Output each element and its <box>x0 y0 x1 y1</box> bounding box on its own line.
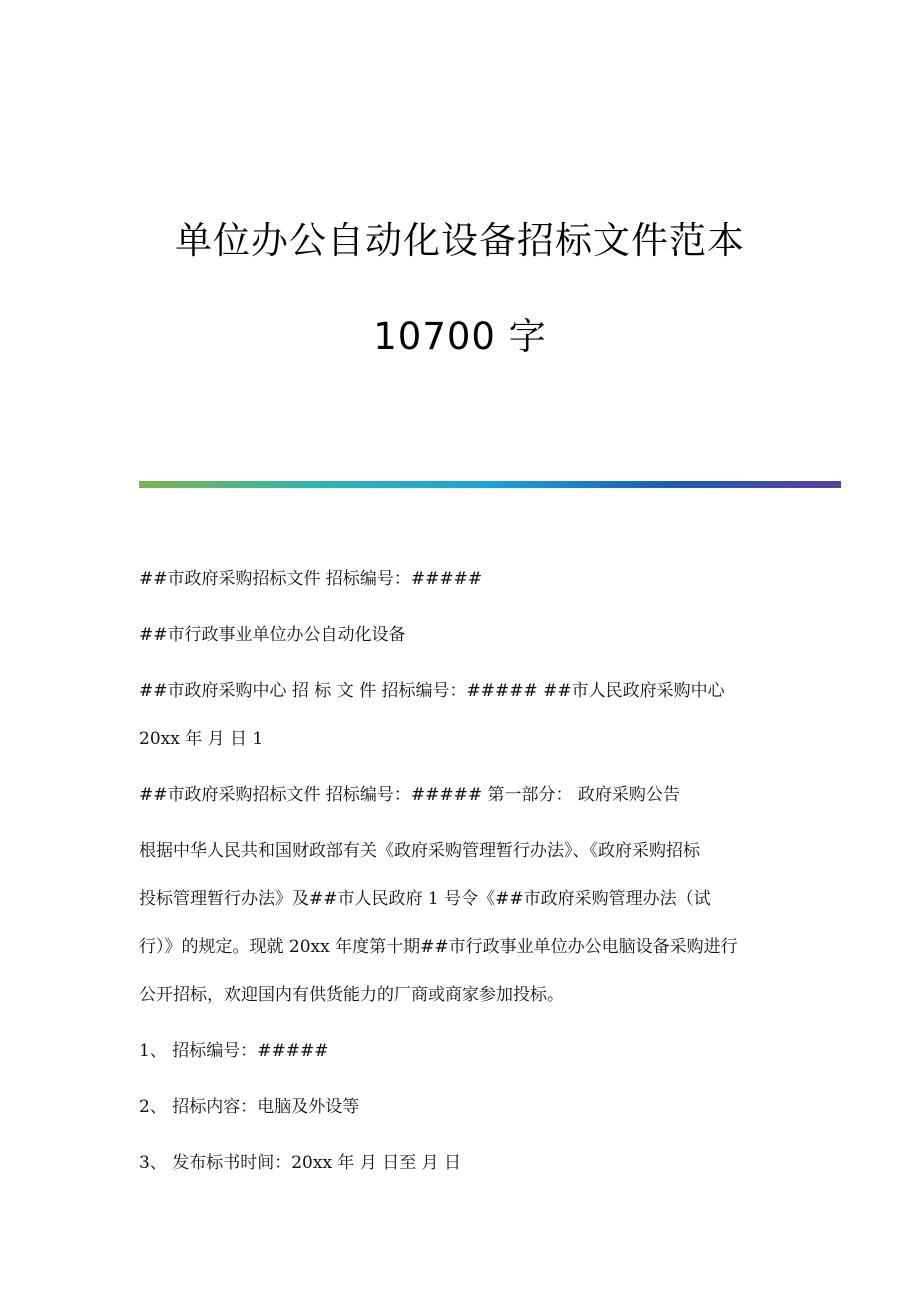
list-item-bid-content: 2、 招标内容：电脑及外设等 <box>139 1097 360 1117</box>
paragraph-line-4: 公开招标，欢迎国内有供货能力的厂商或商家参加投标。 <box>139 985 564 1005</box>
text-line-date: 20xx 年 月 日 1 <box>139 729 264 749</box>
paragraph-line-2: 投标管理暂行办法》及##市人民政府 1 号令《##市政府采购管理办法（试 <box>139 889 711 909</box>
list-item-bid-number: 1、 招标编号：##### <box>139 1041 329 1061</box>
paragraph-line-1: 根据中华人民共和国财政部有关《政府采购管理暂行办法》、《政府采购招标 <box>139 841 700 861</box>
text-line-part-one: ##市政府采购招标文件 招标编号：##### 第一部分： 政府采购公告 <box>139 785 680 805</box>
text-line-bid-file-header: ##市政府采购招标文件 招标编号：##### <box>139 569 483 589</box>
paragraph-line-3: 行）》的规定。现就 20xx 年度第十期##市行政事业单位办公电脑设备采购进行 <box>139 937 738 957</box>
document-title-line-1: 单位办公自动化设备招标文件范本 <box>175 219 745 262</box>
text-line-procurement-center: ##市政府采购中心 招 标 文 件 招标编号：##### ##市人民政府采购中心 <box>139 681 725 701</box>
list-item-release-time: 3、 发布标书时间：20xx 年 月 日至 月 日 <box>139 1153 462 1173</box>
document-title-line-2: 10700 字 <box>373 315 547 358</box>
gradient-divider <box>139 481 841 488</box>
text-line-equipment: ##市行政事业单位办公自动化设备 <box>139 625 406 645</box>
